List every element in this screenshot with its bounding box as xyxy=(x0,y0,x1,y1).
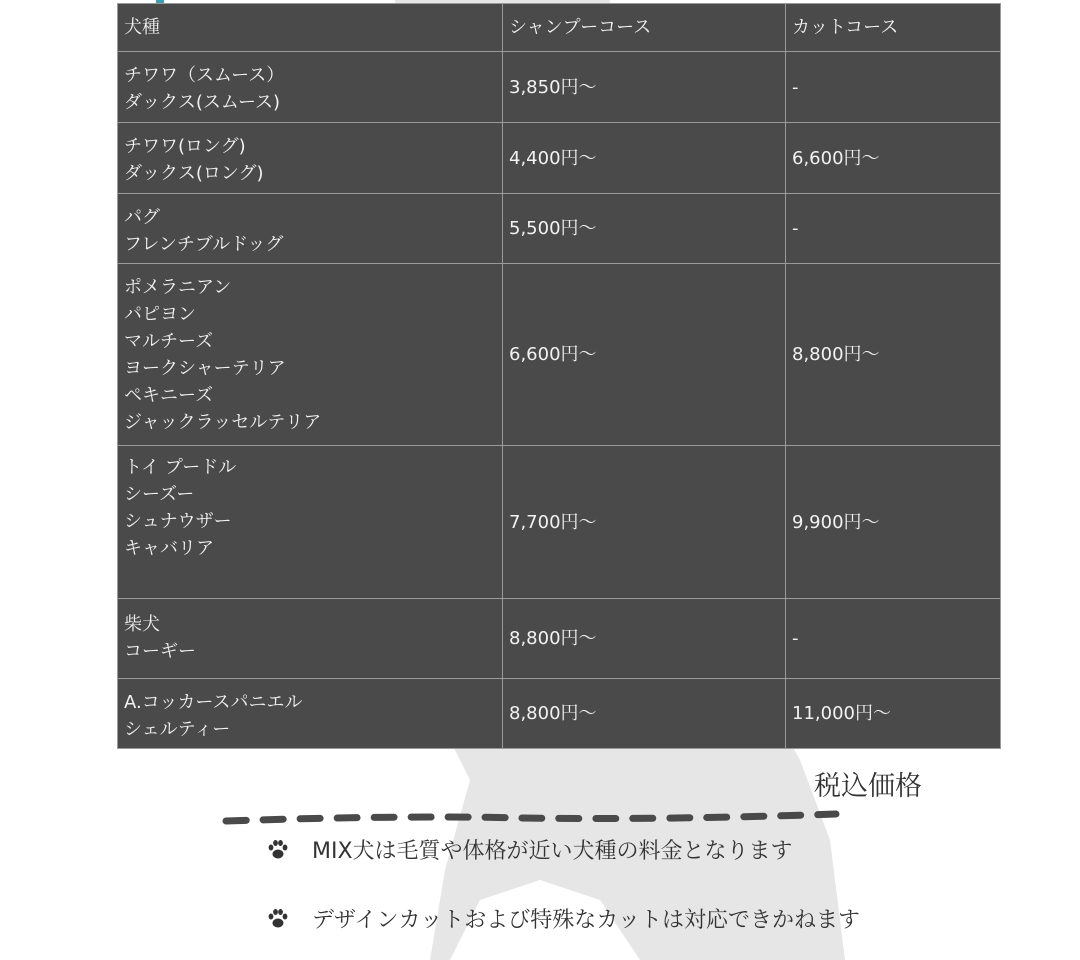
header-shampoo: シャンプーコース xyxy=(503,4,786,52)
header-breed: 犬種 xyxy=(118,4,503,52)
table-row xyxy=(118,123,1001,194)
note-text: MIX犬は毛質や体格が近い犬種の料金となります xyxy=(312,839,793,864)
header-cut: カットコース xyxy=(786,4,1001,52)
breed-name: 柴犬 xyxy=(124,614,160,635)
cut-price-cell: - xyxy=(786,599,1001,679)
breed-name: マルチーズ xyxy=(124,331,214,352)
table-row xyxy=(118,264,1001,446)
cut-price-cell: - xyxy=(786,52,1001,123)
shampoo-price-cell: 7,700円〜 xyxy=(503,446,786,599)
breed-cell xyxy=(118,264,503,446)
breed-name: シェルティー xyxy=(124,719,231,740)
cut-price-cell: 11,000円〜 xyxy=(786,679,1001,749)
breed-name: コーギー xyxy=(124,641,196,662)
breed-name: パグ xyxy=(124,207,160,228)
breed-name: トイ プードル xyxy=(124,457,237,478)
breed-name: キャバリア xyxy=(124,538,214,559)
breed-name: ダックス(スムース) xyxy=(124,92,281,113)
note-item xyxy=(266,903,860,934)
breed-name: パピヨン xyxy=(124,304,196,325)
table-body xyxy=(118,52,1001,749)
note-text: デザインカットおよび特殊なカットは対応できかねます xyxy=(312,908,861,933)
cut-price-cell: 6,600円〜 xyxy=(786,123,1001,194)
cut-price-cell: 9,900円〜 xyxy=(786,446,1001,599)
shampoo-price-cell: 4,400円〜 xyxy=(503,123,786,194)
breed-cell xyxy=(118,123,503,194)
table-row xyxy=(118,52,1001,123)
cut-price-cell: - xyxy=(786,194,1001,264)
breed-name: フレンチブルドッグ xyxy=(124,234,284,255)
breed-name: A.コッカースパニエル xyxy=(124,692,303,713)
shampoo-price-cell: 6,600円〜 xyxy=(503,264,786,446)
dashed-divider xyxy=(222,808,842,828)
table-header-row xyxy=(118,4,1001,52)
shampoo-price-cell: 3,850円〜 xyxy=(503,52,786,123)
breed-cell xyxy=(118,599,503,679)
breed-cell xyxy=(118,194,503,264)
breed-name: ジャックラッセルテリア xyxy=(124,412,322,433)
table-row xyxy=(118,446,1001,599)
tax-note: 税込価格 xyxy=(814,771,922,802)
shampoo-price-cell: 8,800円〜 xyxy=(503,679,786,749)
breed-name: チワワ（スムース） xyxy=(124,65,285,86)
breed-name: チワワ(ロング) xyxy=(124,136,246,157)
breed-name: ペキニーズ xyxy=(124,385,214,406)
price-table xyxy=(117,3,1001,749)
table-row xyxy=(118,679,1001,749)
table-row xyxy=(118,599,1001,679)
cut-price-cell: 8,800円〜 xyxy=(786,264,1001,446)
breed-name: ダックス(ロング) xyxy=(124,163,264,184)
breed-cell xyxy=(118,679,503,749)
breed-name: シーズー xyxy=(124,484,195,505)
breed-cell xyxy=(118,52,503,123)
note-item xyxy=(266,834,793,865)
paw-icon xyxy=(266,907,290,931)
table-row xyxy=(118,194,1001,264)
breed-cell xyxy=(118,446,503,599)
breed-name: ヨークシャーテリア xyxy=(124,358,286,379)
shampoo-price-cell: 5,500円〜 xyxy=(503,194,786,264)
paw-icon xyxy=(266,838,290,862)
shampoo-price-cell: 8,800円〜 xyxy=(503,599,786,679)
breed-name: ポメラニアン xyxy=(124,277,232,298)
breed-name: シュナウザー xyxy=(124,511,232,532)
